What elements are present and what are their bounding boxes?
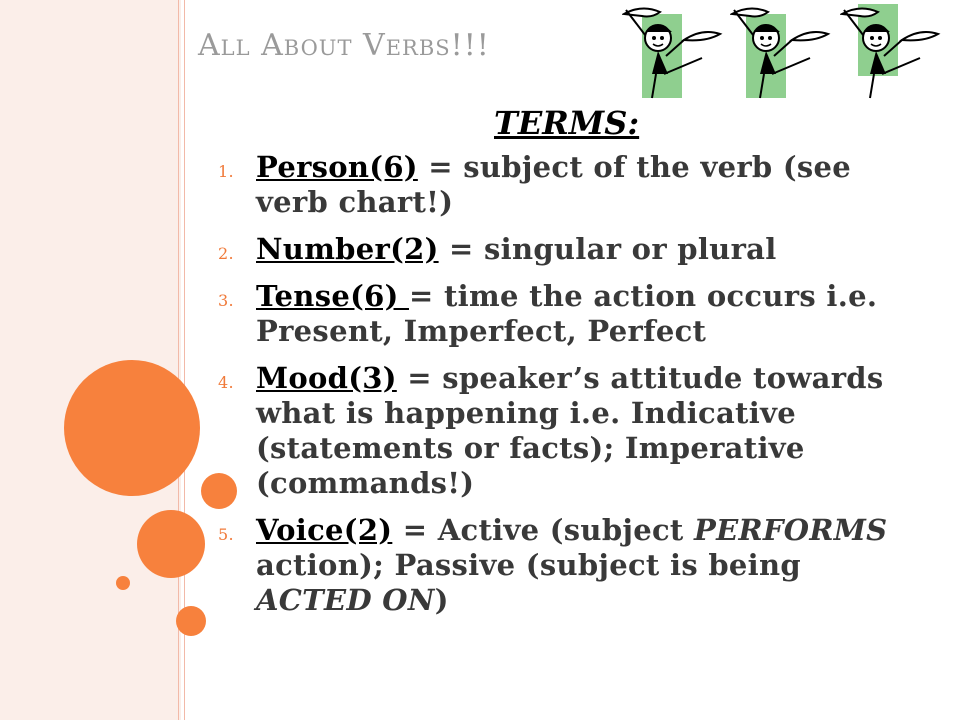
term-number: 5.: [218, 525, 234, 544]
term-name: Person(6): [256, 150, 418, 184]
term-item-voice: [208, 513, 908, 618]
term-number: 4.: [218, 373, 234, 392]
term-definition: = singular or plural: [438, 232, 777, 266]
terms-heading: TERMS:: [494, 104, 640, 142]
term-definition: = subject of the verb (see verb chart!): [256, 150, 852, 219]
term-definition: action); Passive (subject is being: [256, 548, 801, 582]
terms-list: [208, 150, 908, 630]
term-number: 2.: [218, 244, 234, 263]
term-definition: ): [434, 583, 449, 617]
term-definition: = time the action occurs i.e. Present, Imperfect, Perfect: [256, 279, 878, 348]
decorative-circle: [116, 576, 130, 590]
term-emphasis: ACTED ON: [256, 583, 435, 617]
term-name: Tense(6): [256, 279, 409, 313]
term-item-mood: [208, 361, 908, 501]
decorative-circle: [137, 510, 205, 578]
term-emphasis: PERFORMS: [694, 513, 888, 547]
slide-title: All About Verbs!!!: [198, 28, 490, 63]
left-decorative-band: [0, 0, 181, 720]
term-name: Mood(3): [256, 361, 397, 395]
term-number: 1.: [218, 162, 234, 181]
term-definition: = Active (subject: [392, 513, 694, 547]
cheerleader-mascot-icon: [840, 2, 950, 102]
term-definition: = speaker’s attitude towards what is happening i.e. Indicative (statements or facts); Imperative (commands!): [256, 361, 884, 500]
term-item-person: [208, 150, 908, 220]
cheerleader-mascot-icon: [622, 2, 732, 102]
term-name: Voice(2): [256, 513, 393, 547]
term-item-tense: [208, 279, 908, 349]
term-number: 3.: [218, 291, 234, 310]
term-item-number: [208, 232, 908, 267]
cheerleader-mascot-icon: [730, 2, 840, 102]
term-name: Number(2): [256, 232, 439, 266]
decorative-circle: [176, 606, 206, 636]
decorative-circle: [64, 360, 200, 496]
